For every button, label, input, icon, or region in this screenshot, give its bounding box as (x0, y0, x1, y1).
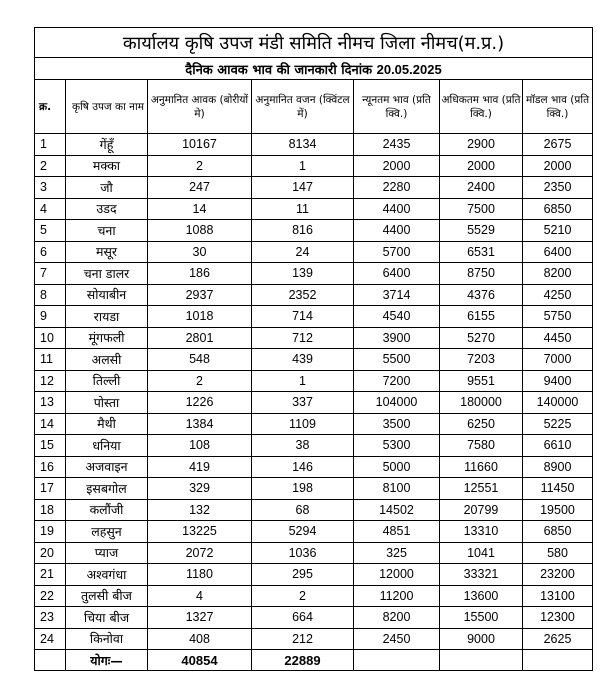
row-max-price: 5529 (440, 220, 523, 242)
row-arrival-weight: 2 (252, 585, 354, 607)
row-modal-price: 2350 (523, 177, 593, 199)
row-arrival-bags: 1384 (148, 413, 252, 435)
row-arrival-bags: 247 (148, 177, 252, 199)
report-date: 20.05.2025 (376, 61, 442, 77)
row-modal-price: 11450 (523, 478, 593, 500)
row-sn: 8 (35, 284, 66, 306)
table-row (35, 392, 593, 414)
row-commodity: अजवाइन (66, 456, 148, 478)
row-modal-price: 4250 (523, 284, 593, 306)
row-max-price: 4376 (440, 284, 523, 306)
row-commodity: मूंगफली (66, 327, 148, 349)
row-arrival-bags: 329 (148, 478, 252, 500)
row-sn: 10 (35, 327, 66, 349)
total-arrival-bags: 40854 (148, 650, 252, 671)
row-commodity: चना डालर (66, 263, 148, 285)
row-commodity: मसूर (66, 241, 148, 263)
row-max-price: 12551 (440, 478, 523, 500)
row-arrival-weight: 212 (252, 628, 354, 650)
row-modal-price: 2625 (523, 628, 593, 650)
row-sn: 5 (35, 220, 66, 242)
table-row (35, 198, 593, 220)
row-arrival-weight: 147 (252, 177, 354, 199)
row-commodity: पोस्ता (66, 392, 148, 414)
office-title: कार्यालय कृषि उपज मंडी समिति नीमच जिला नीमच(म.प्र.) (35, 28, 593, 58)
row-max-price: 2400 (440, 177, 523, 199)
row-arrival-weight: 1 (252, 370, 354, 392)
row-commodity: चिया बीज (66, 607, 148, 629)
row-modal-price: 4450 (523, 327, 593, 349)
row-min-price: 4400 (354, 198, 440, 220)
row-max-price: 7580 (440, 435, 523, 457)
row-min-price: 4540 (354, 306, 440, 328)
row-arrival-weight: 295 (252, 564, 354, 586)
col-header-min-price: न्यूनतम भाव (प्रति क्वि.) (354, 80, 440, 134)
row-min-price: 2450 (354, 628, 440, 650)
row-modal-price: 5750 (523, 306, 593, 328)
table-row (35, 456, 593, 478)
row-max-price: 7500 (440, 198, 523, 220)
row-min-price: 5000 (354, 456, 440, 478)
row-arrival-bags: 2 (148, 370, 252, 392)
row-max-price: 13310 (440, 521, 523, 543)
total-empty-cell (523, 650, 593, 671)
row-max-price: 11660 (440, 456, 523, 478)
row-max-price: 9551 (440, 370, 523, 392)
row-min-price: 14502 (354, 499, 440, 521)
row-arrival-bags: 1018 (148, 306, 252, 328)
row-arrival-weight: 11 (252, 198, 354, 220)
row-arrival-weight: 139 (252, 263, 354, 285)
row-sn: 1 (35, 134, 66, 156)
row-arrival-weight: 337 (252, 392, 354, 414)
price-report-sheet (34, 27, 592, 671)
row-commodity: अलसी (66, 349, 148, 371)
table-row (35, 435, 593, 457)
row-arrival-weight: 38 (252, 435, 354, 457)
row-sn: 24 (35, 628, 66, 650)
row-max-price: 6250 (440, 413, 523, 435)
row-min-price: 7200 (354, 370, 440, 392)
row-modal-price: 7000 (523, 349, 593, 371)
table-row (35, 349, 593, 371)
row-modal-price: 580 (523, 542, 593, 564)
row-arrival-bags: 2 (148, 155, 252, 177)
row-sn: 6 (35, 241, 66, 263)
row-modal-price: 8200 (523, 263, 593, 285)
row-sn: 4 (35, 198, 66, 220)
total-label: योगः— (66, 650, 148, 671)
table-row (35, 521, 593, 543)
row-arrival-weight: 146 (252, 456, 354, 478)
row-modal-price: 23200 (523, 564, 593, 586)
total-empty-cell (354, 650, 440, 671)
row-commodity: लहसुन (66, 521, 148, 543)
row-arrival-weight: 198 (252, 478, 354, 500)
row-sn: 3 (35, 177, 66, 199)
total-arrival-weight: 22889 (252, 650, 354, 671)
row-arrival-bags: 1088 (148, 220, 252, 242)
row-arrival-weight: 5294 (252, 521, 354, 543)
row-modal-price: 19500 (523, 499, 593, 521)
row-commodity: धनिया (66, 435, 148, 457)
row-min-price: 3500 (354, 413, 440, 435)
row-min-price: 11200 (354, 585, 440, 607)
row-sn: 11 (35, 349, 66, 371)
row-sn: 2 (35, 155, 66, 177)
report-subtitle (35, 58, 593, 80)
row-modal-price: 6850 (523, 198, 593, 220)
row-arrival-bags: 419 (148, 456, 252, 478)
table-row (35, 241, 593, 263)
table-row (35, 413, 593, 435)
row-sn: 14 (35, 413, 66, 435)
row-max-price: 5270 (440, 327, 523, 349)
row-min-price: 2000 (354, 155, 440, 177)
title-row (35, 28, 593, 58)
table-row (35, 499, 593, 521)
col-header-arrival-bags: अनुमानित आवक (बोरीयों मे) (148, 80, 252, 134)
row-min-price: 104000 (354, 392, 440, 414)
row-max-price: 20799 (440, 499, 523, 521)
row-sn: 12 (35, 370, 66, 392)
row-min-price: 325 (354, 542, 440, 564)
row-arrival-bags: 30 (148, 241, 252, 263)
table-row (35, 542, 593, 564)
row-arrival-weight: 712 (252, 327, 354, 349)
row-arrival-weight: 664 (252, 607, 354, 629)
row-modal-price: 9400 (523, 370, 593, 392)
row-modal-price: 2000 (523, 155, 593, 177)
row-sn: 19 (35, 521, 66, 543)
row-arrival-bags: 2072 (148, 542, 252, 564)
table-row (35, 155, 593, 177)
row-max-price: 1041 (440, 542, 523, 564)
row-sn: 20 (35, 542, 66, 564)
row-sn: 21 (35, 564, 66, 586)
row-min-price: 3714 (354, 284, 440, 306)
row-sn: 7 (35, 263, 66, 285)
row-arrival-bags: 1226 (148, 392, 252, 414)
row-arrival-weight: 1036 (252, 542, 354, 564)
row-min-price: 5700 (354, 241, 440, 263)
row-arrival-weight: 816 (252, 220, 354, 242)
table-row (35, 564, 593, 586)
row-commodity: तुलसी बीज (66, 585, 148, 607)
row-arrival-bags: 14 (148, 198, 252, 220)
row-commodity: मैथी (66, 413, 148, 435)
total-sn-cell (35, 650, 66, 671)
row-commodity: गेंहूँ (66, 134, 148, 156)
row-arrival-bags: 2937 (148, 284, 252, 306)
row-arrival-bags: 408 (148, 628, 252, 650)
row-modal-price: 12300 (523, 607, 593, 629)
row-min-price: 5500 (354, 349, 440, 371)
row-commodity: अश्वगंधा (66, 564, 148, 586)
row-min-price: 2280 (354, 177, 440, 199)
row-max-price: 33321 (440, 564, 523, 586)
row-arrival-bags: 4 (148, 585, 252, 607)
row-sn: 13 (35, 392, 66, 414)
row-arrival-weight: 714 (252, 306, 354, 328)
row-arrival-weight: 439 (252, 349, 354, 371)
row-min-price: 8200 (354, 607, 440, 629)
row-max-price: 2900 (440, 134, 523, 156)
row-sn: 17 (35, 478, 66, 500)
row-arrival-bags: 548 (148, 349, 252, 371)
table-row (35, 263, 593, 285)
row-max-price: 15500 (440, 607, 523, 629)
row-arrival-bags: 1180 (148, 564, 252, 586)
row-commodity: तिल्ली (66, 370, 148, 392)
row-modal-price: 6400 (523, 241, 593, 263)
row-commodity: जौ (66, 177, 148, 199)
row-max-price: 180000 (440, 392, 523, 414)
total-row (35, 650, 593, 671)
table-row (35, 607, 593, 629)
row-commodity: सोयाबीन (66, 284, 148, 306)
row-modal-price: 6610 (523, 435, 593, 457)
col-header-max-price: अधिकतम भाव (प्रति क्वि.) (440, 80, 523, 134)
col-header-commodity: कृषि उपज का नाम (66, 80, 148, 134)
table-row (35, 628, 593, 650)
row-sn: 23 (35, 607, 66, 629)
row-arrival-bags: 2801 (148, 327, 252, 349)
table-row (35, 585, 593, 607)
row-arrival-weight: 24 (252, 241, 354, 263)
table-row (35, 284, 593, 306)
row-sn: 15 (35, 435, 66, 457)
row-arrival-weight: 68 (252, 499, 354, 521)
table-row (35, 220, 593, 242)
row-commodity: चना (66, 220, 148, 242)
row-min-price: 4400 (354, 220, 440, 242)
row-min-price: 2435 (354, 134, 440, 156)
subtitle-text: दैनिक आवक भाव की जानकारी दिनांक (185, 62, 373, 78)
row-arrival-weight: 1 (252, 155, 354, 177)
row-commodity: कलौंजी (66, 499, 148, 521)
row-arrival-bags: 10167 (148, 134, 252, 156)
row-min-price: 3900 (354, 327, 440, 349)
row-arrival-bags: 1327 (148, 607, 252, 629)
row-arrival-weight: 1109 (252, 413, 354, 435)
table-row (35, 134, 593, 156)
total-empty-cell (440, 650, 523, 671)
row-modal-price: 2675 (523, 134, 593, 156)
col-header-modal-price: मॉडल भाव (प्रति क्वि.) (523, 80, 593, 134)
table-row (35, 370, 593, 392)
row-commodity: इसबगोल (66, 478, 148, 500)
row-min-price: 4851 (354, 521, 440, 543)
row-modal-price: 8900 (523, 456, 593, 478)
row-max-price: 13600 (440, 585, 523, 607)
table-row (35, 327, 593, 349)
row-arrival-bags: 13225 (148, 521, 252, 543)
row-max-price: 2000 (440, 155, 523, 177)
subtitle-row (35, 58, 593, 80)
column-header-row (35, 80, 593, 134)
row-min-price: 5300 (354, 435, 440, 457)
price-table (34, 27, 593, 671)
table-row (35, 177, 593, 199)
row-modal-price: 13100 (523, 585, 593, 607)
row-arrival-bags: 132 (148, 499, 252, 521)
row-min-price: 6400 (354, 263, 440, 285)
row-sn: 16 (35, 456, 66, 478)
row-arrival-weight: 2352 (252, 284, 354, 306)
row-max-price: 6531 (440, 241, 523, 263)
row-max-price: 9000 (440, 628, 523, 650)
table-row (35, 306, 593, 328)
table-row (35, 478, 593, 500)
col-header-sn: क्र. (35, 80, 66, 134)
row-sn: 9 (35, 306, 66, 328)
row-modal-price: 5225 (523, 413, 593, 435)
row-arrival-bags: 108 (148, 435, 252, 457)
row-commodity: रायडा (66, 306, 148, 328)
col-header-arrival-weight: अनुमानित वजन (क्विंटल में) (252, 80, 354, 134)
row-commodity: प्याज (66, 542, 148, 564)
row-commodity: मक्का (66, 155, 148, 177)
row-commodity: उडद (66, 198, 148, 220)
row-modal-price: 140000 (523, 392, 593, 414)
row-sn: 18 (35, 499, 66, 521)
row-max-price: 7203 (440, 349, 523, 371)
row-modal-price: 6850 (523, 521, 593, 543)
row-min-price: 12000 (354, 564, 440, 586)
row-modal-price: 5210 (523, 220, 593, 242)
row-arrival-weight: 8134 (252, 134, 354, 156)
row-min-price: 8100 (354, 478, 440, 500)
row-sn: 22 (35, 585, 66, 607)
row-max-price: 6155 (440, 306, 523, 328)
row-max-price: 8750 (440, 263, 523, 285)
row-commodity: किनोवा (66, 628, 148, 650)
row-arrival-bags: 186 (148, 263, 252, 285)
